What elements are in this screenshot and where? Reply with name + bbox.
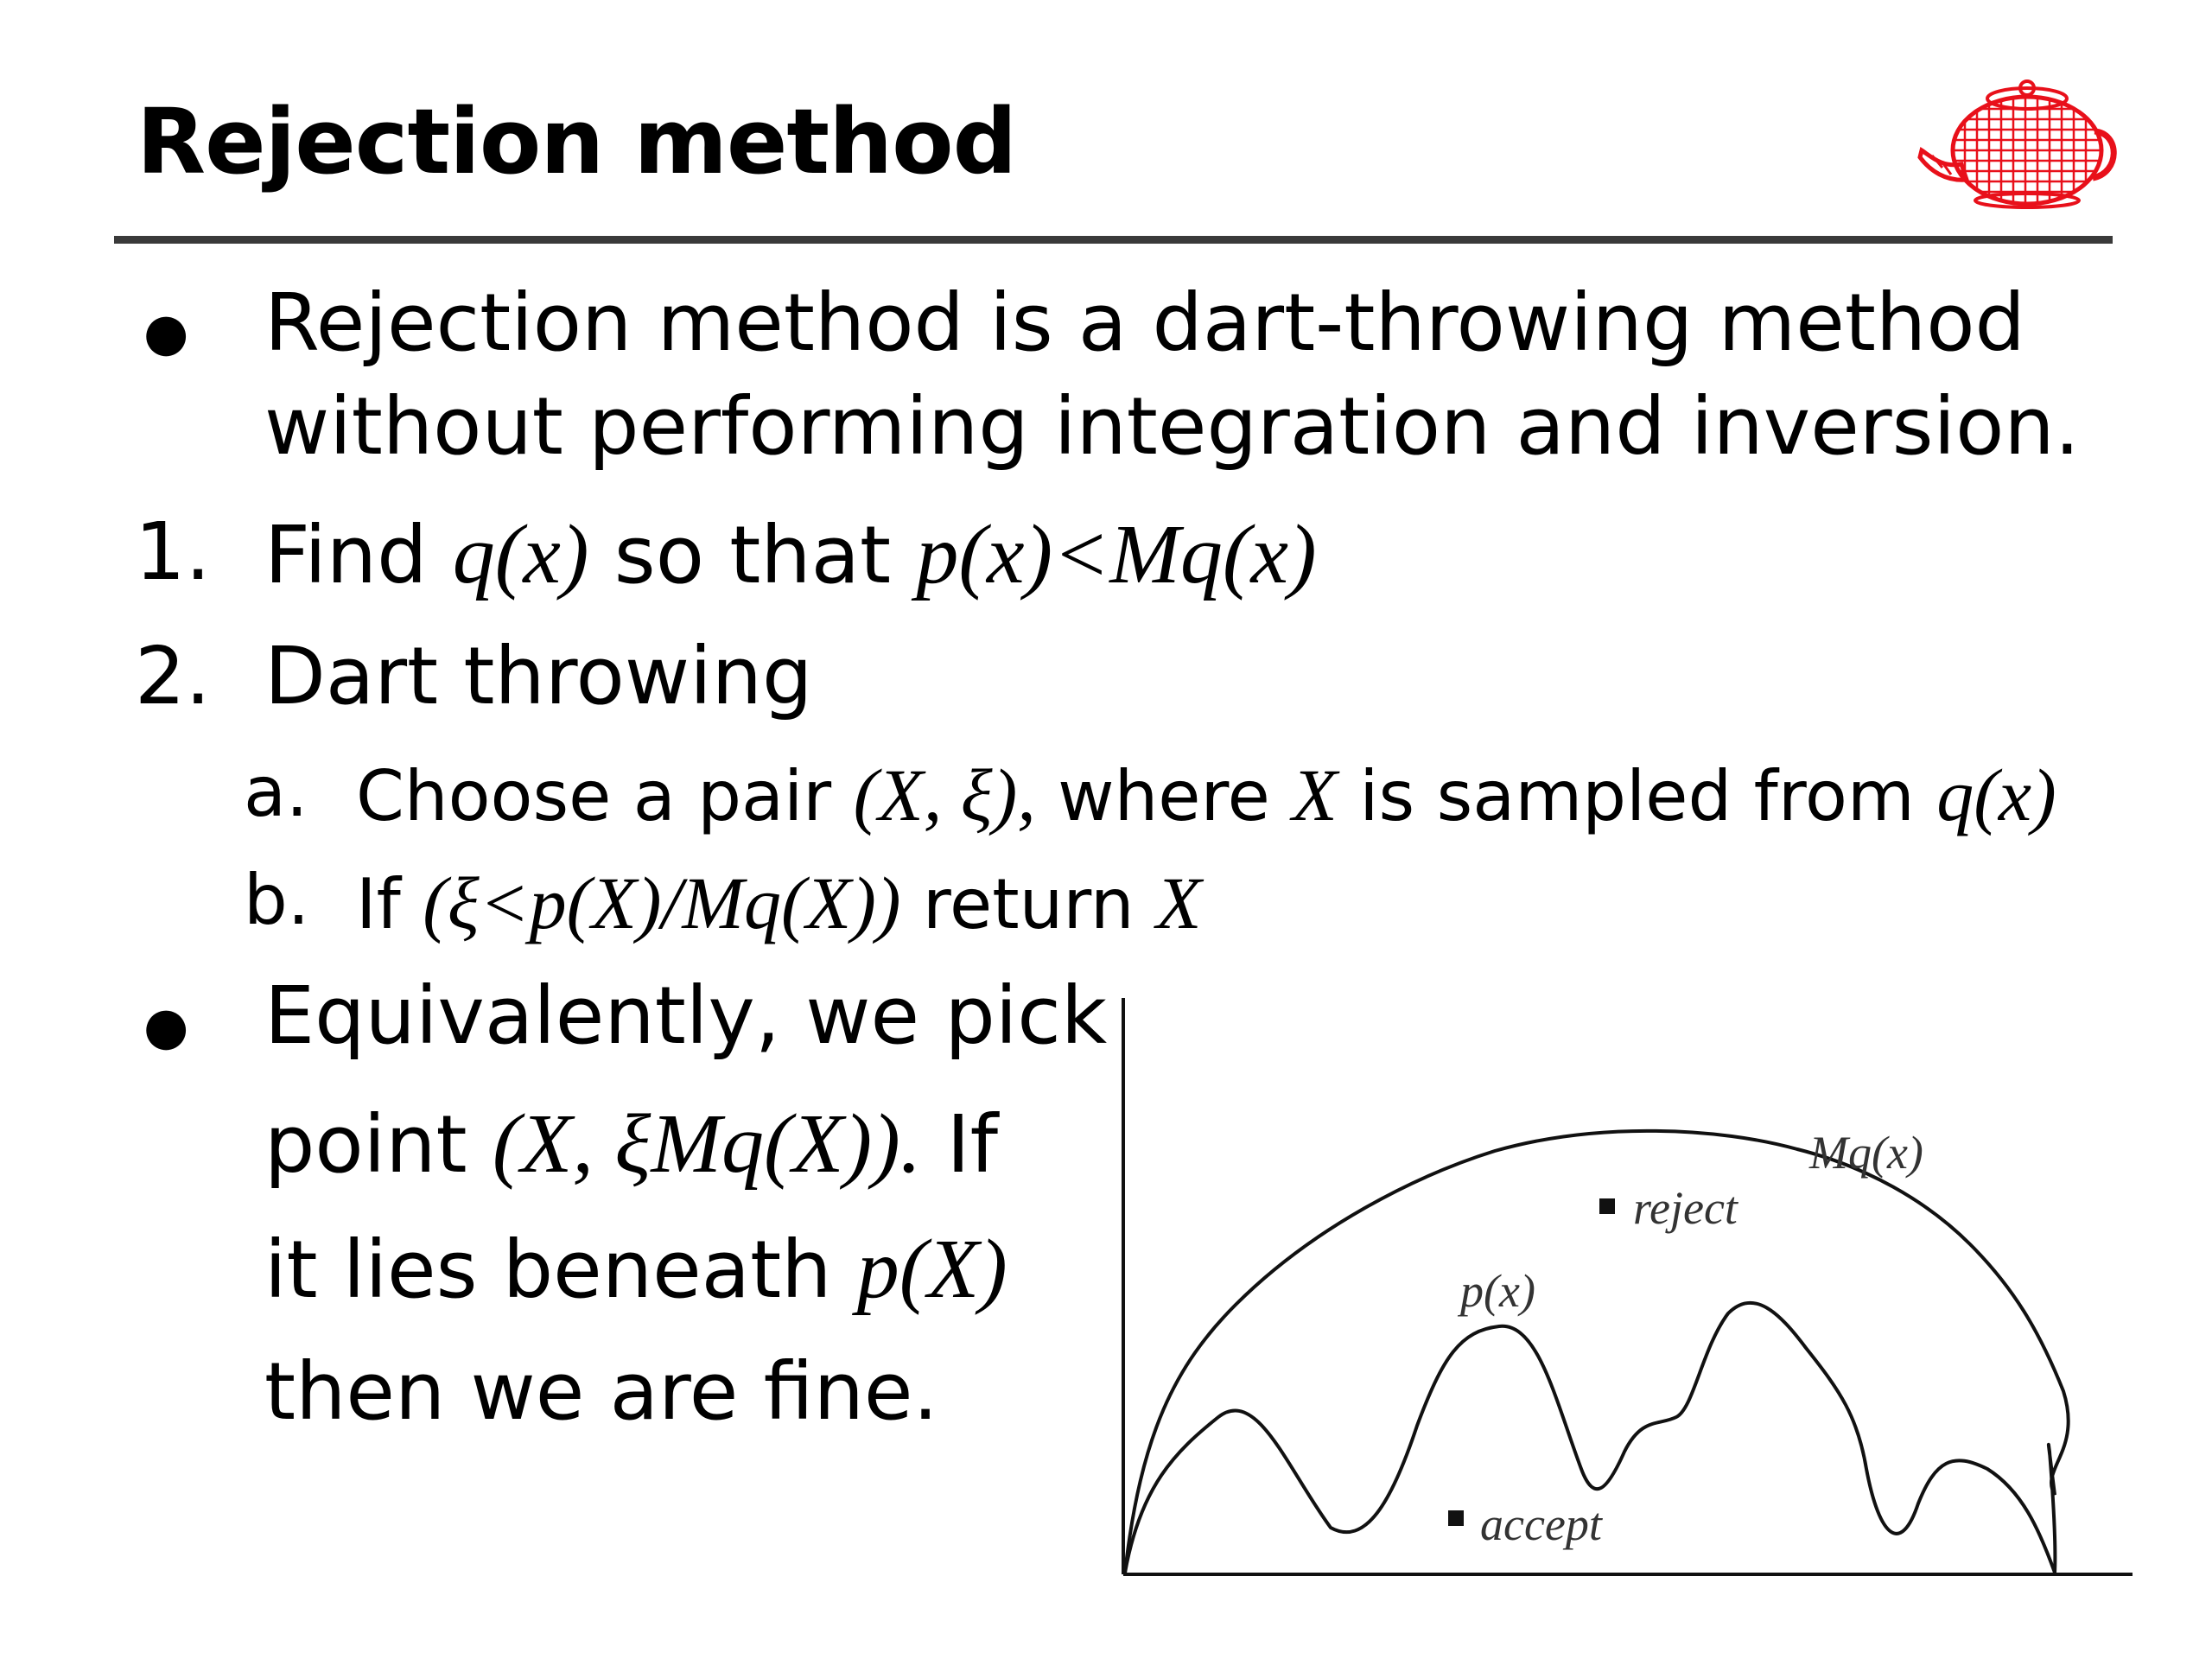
step-1-number: 1. (135, 505, 211, 598)
bullet-marker: ● (143, 996, 189, 1057)
bullet-1-line-2: without performing integration and inversion. (264, 380, 2080, 473)
reject-point (1599, 1198, 1615, 1214)
math-inequality: p(x)<Mq(x) (916, 508, 1317, 601)
bullet-2-line-3: it lies beneath p(X) (264, 1223, 1007, 1316)
step-2-text: Dart throwing (264, 630, 813, 722)
label-envelope: Mq(x) (1809, 1127, 1923, 1179)
bullet-marker: ● (143, 302, 189, 363)
substep-b-letter: b. (244, 860, 310, 940)
accept-point (1448, 1510, 1464, 1526)
page-title: Rejection method (137, 89, 1017, 194)
label-reject: reject (1633, 1182, 1738, 1234)
substep-a-letter: a. (244, 752, 308, 832)
bullet-2-line-1: Equivalently, we pick (264, 969, 1108, 1062)
bullet-1-line-1: Rejection method is a dart-throwing method (264, 276, 2025, 369)
bullet-2-line-4: then we are fine. (264, 1345, 938, 1438)
step-1-text: Find q(x) so that p(x)<Mq(x) (264, 508, 1317, 601)
label-target: p(x) (1460, 1265, 1535, 1317)
step-2-number: 2. (135, 630, 211, 722)
bullet-2-line-2: point (X, ξMq(X)). If (264, 1097, 999, 1191)
substep-b-text: If (ξ<p(X)/Mq(X)) return X (356, 861, 1202, 944)
math-q-of-x: q(x) (452, 508, 589, 601)
label-accept: accept (1480, 1498, 1602, 1550)
substep-a-text: Choose a pair (X, ξ), where X is sampled from q(x) (356, 753, 2056, 836)
